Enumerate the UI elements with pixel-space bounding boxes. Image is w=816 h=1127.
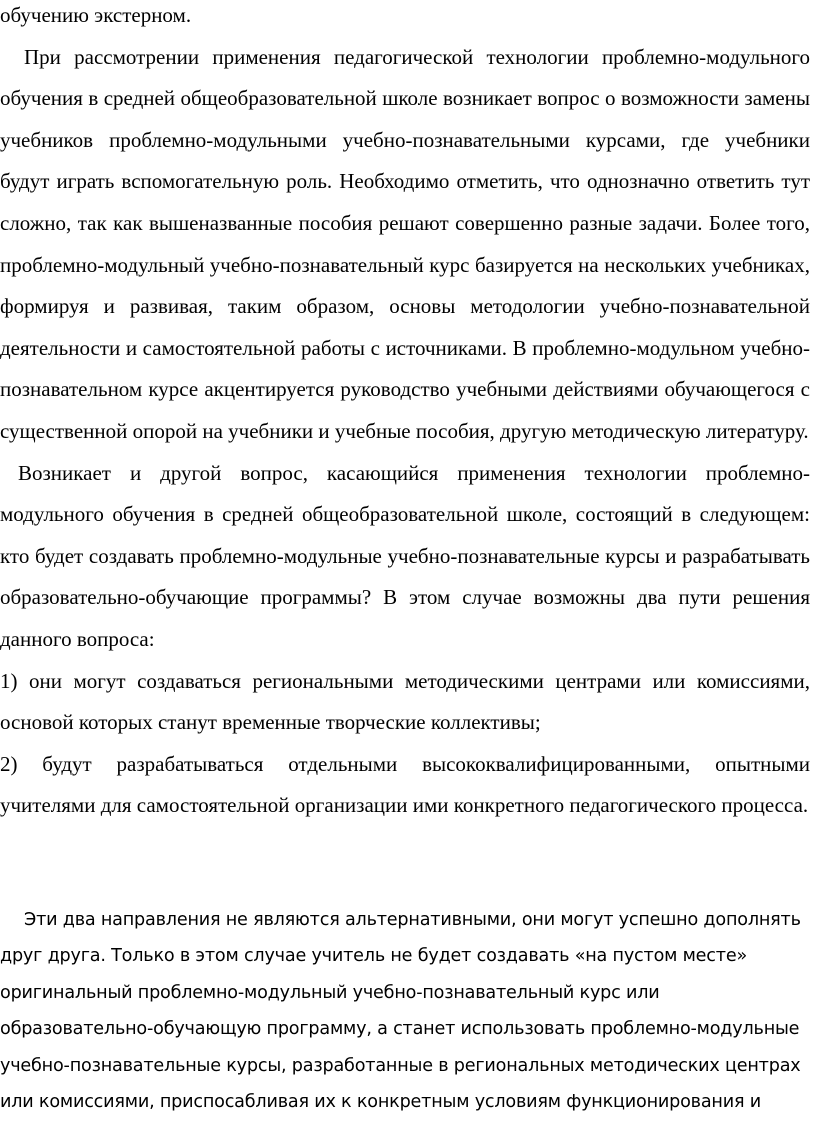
paragraph-directions: Эти два направления не являются альтернативными, они могут успешно дополнять друг друга. Только в этом случае учитель не будет создавать «на пустом месте» оригинальный проблемно-модульный учебно-познавательный курс или образовательно-обучающую программу, а станет использовать проблемно-модульные учебно-познавательные курсы, разработанные в региональных методических центрах или комиссиями, приспосабливая их к конкретным условиям функционирования и	[0, 910, 801, 1113]
top-fragment: обучению экстерном.	[0, 3, 192, 27]
sans-text-block	[0, 902, 812, 1120]
paragraph-textbooks: При рассмотрении применения педагогической технологии проблемно-модульного обучения в средней общеобразовательной школе возникает вопрос о возможности замены учебников проблемно-модульными учебно-познавательными курсами, где учебники будут играть вспомогательную роль. Необходимо отметить, что однозначно ответить тут сложно, так как вышеназванные пособия решают совершенно разные задачи. Более того, проблемно-модульный учебно-познавательный курс базируется на нескольких учебниках, формируя и развивая, таким образом, основы методологии учебно-познавательной деятельности и самостоятельной работы с источниками. В проблемно-модульном учебно-познавательном курсе акцентируется руководство учебными действиями обучающегося с существенной опорой на учебники и учебные пособия, другую методическую литературу.	[0, 44, 810, 443]
list-item-teachers: 2) будут разрабатываться отдельными высококвалифицированными, опытными учителями для самостоятельной организации ими конкретного педагогического процесса.	[0, 751, 810, 818]
paragraph-who-creates: Возникает и другой вопрос, касающийся применения технологии проблемно-модульного обучения в средней общеобразовательной школе, состоящий в следующем: кто будет создавать проблемно-модульные учебно-познавательные курсы и разрабатывать образовательно-обучающие программы? В этом случае возможны два пути решения данного вопроса:	[0, 460, 810, 651]
list-item-regional-centers: 1) они могут создаваться региональными методическими центрами или комиссиями, основой которых станут временные творческие коллективы;	[0, 668, 810, 735]
